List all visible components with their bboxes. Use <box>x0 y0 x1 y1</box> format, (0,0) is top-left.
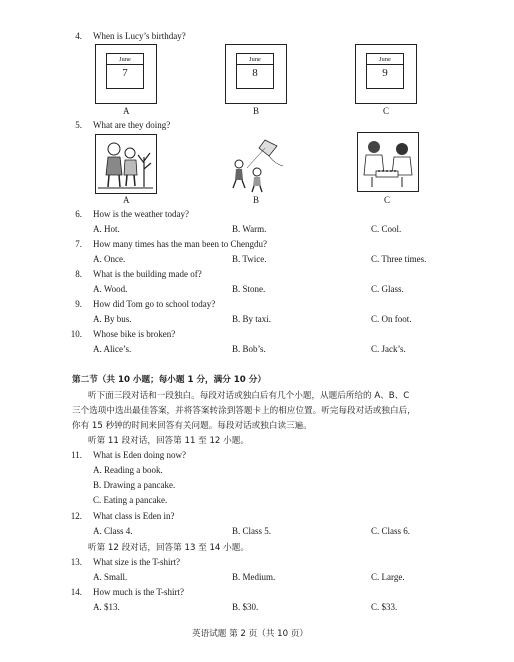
option-letter-c: C <box>383 106 390 116</box>
dialog-11-instruction: 听第 11 段对话，回答第 11 至 12 小题。 <box>88 436 249 446</box>
q14-option-c: C. $33. <box>371 602 398 612</box>
calendar-option-a <box>95 44 157 104</box>
calendar-day: 8 <box>252 67 258 79</box>
calendar-day: 9 <box>382 67 388 79</box>
q7-question: How many times has the man been to Chengdu? <box>93 239 267 249</box>
q8-option-b: B. Stone. <box>232 284 266 294</box>
dialog-12-instruction: 听第 12 段对话，回答第 13 至 14 小题。 <box>88 543 249 553</box>
q7-option-a: A. Once. <box>93 254 126 264</box>
calendar-day: 7 <box>122 67 128 79</box>
q6-option-b: B. Warm. <box>232 224 267 234</box>
q10-number: 10. <box>70 329 82 339</box>
children-flying-kite-illustration <box>225 134 287 194</box>
page-footer: 英语试题 第 2 页（共 10 页） <box>192 629 308 639</box>
q14-question: How much is the T-shirt? <box>93 587 184 597</box>
q14-number: 14. <box>70 587 82 597</box>
q9-question: How did Tom go to school today? <box>93 299 216 309</box>
q8-option-a: A. Wood. <box>93 284 128 294</box>
q6-question: How is the weather today? <box>93 209 189 219</box>
q4-number: 4. <box>75 31 82 41</box>
q12-option-a: A. Class 4. <box>93 526 133 536</box>
picture-option-c <box>357 132 419 192</box>
q12-question: What class is Eden in? <box>93 511 175 521</box>
q11-option-c: C. Eating a pancake. <box>93 495 168 505</box>
calendar-option-c <box>355 44 417 104</box>
q6-option-c: C. Cool. <box>371 224 402 234</box>
instructions-line-3: 你有 15 秒钟的时间来回答有关问题。每段对话或独白读三遍。 <box>72 421 312 431</box>
people-playing-chess-illustration <box>358 133 417 190</box>
q13-question: What size is the T-shirt? <box>93 557 180 567</box>
q8-number: 8. <box>75 269 82 279</box>
q6-option-a: A. Hot. <box>93 224 120 234</box>
q11-number: 11. <box>71 450 82 460</box>
q5-question: What are they doing? <box>93 120 171 130</box>
option-letter-b: B <box>253 195 260 205</box>
q7-option-b: B. Twice. <box>232 254 267 264</box>
instructions-line-1: 听下面三段对话和一段独白。每段对话或独白后有几个小题，从题后所给的 A、B、C <box>88 391 410 401</box>
option-letter-a: A <box>123 195 130 205</box>
q13-number: 13. <box>70 557 82 567</box>
q12-option-b: B. Class 5. <box>232 526 272 536</box>
q8-question: What is the building made of? <box>93 269 202 279</box>
q11-option-b: B. Drawing a pancake. <box>93 480 176 490</box>
option-letter-c: C <box>384 195 391 205</box>
q12-option-c: C. Class 6. <box>371 526 411 536</box>
q4-question: When is Lucy’s birthday? <box>93 31 186 41</box>
calendar-month: June <box>107 55 143 65</box>
q13-option-b: B. Medium. <box>232 572 276 582</box>
q12-number: 12. <box>70 511 82 521</box>
q10-option-a: A. Alice’s. <box>93 344 132 354</box>
calendar-month: June <box>237 55 273 65</box>
option-letter-a: A <box>123 106 130 116</box>
q14-option-b: B. $30. <box>232 602 259 612</box>
q5-number: 5. <box>75 120 82 130</box>
q13-option-a: A. Small. <box>93 572 128 582</box>
q10-option-b: B. Bob’s. <box>232 344 266 354</box>
q7-number: 7. <box>75 239 82 249</box>
instructions-line-2: 三个选项中选出最佳答案，并将答案转涂到答题卡上的相应位置。听完每段对话或独白后， <box>72 406 416 416</box>
q7-option-c: C. Three times. <box>371 254 427 264</box>
q8-option-c: C. Glass. <box>371 284 404 294</box>
q9-option-b: B. By taxi. <box>232 314 272 324</box>
q13-option-c: C. Large. <box>371 572 405 582</box>
q9-option-c: C. On foot. <box>371 314 412 324</box>
q6-number: 6. <box>75 209 82 219</box>
option-letter-b: B <box>253 106 260 116</box>
q10-question: Whose bike is broken? <box>93 329 176 339</box>
picture-option-a <box>95 134 157 194</box>
q11-question: What is Eden doing now? <box>93 450 186 460</box>
q14-option-a: A. $13. <box>93 602 120 612</box>
calendar-month: June <box>367 55 403 65</box>
q9-option-a: A. By bus. <box>93 314 132 324</box>
q11-option-a: A. Reading a book. <box>93 465 163 475</box>
picture-option-b <box>225 134 287 194</box>
q10-option-c: C. Jack’s. <box>371 344 406 354</box>
calendar-option-b <box>225 44 287 104</box>
section-heading: 第二节（共 10 小题；每小题 1 分，满分 10 分） <box>72 375 266 385</box>
q9-number: 9. <box>75 299 82 309</box>
children-planting-illustration <box>96 135 155 192</box>
